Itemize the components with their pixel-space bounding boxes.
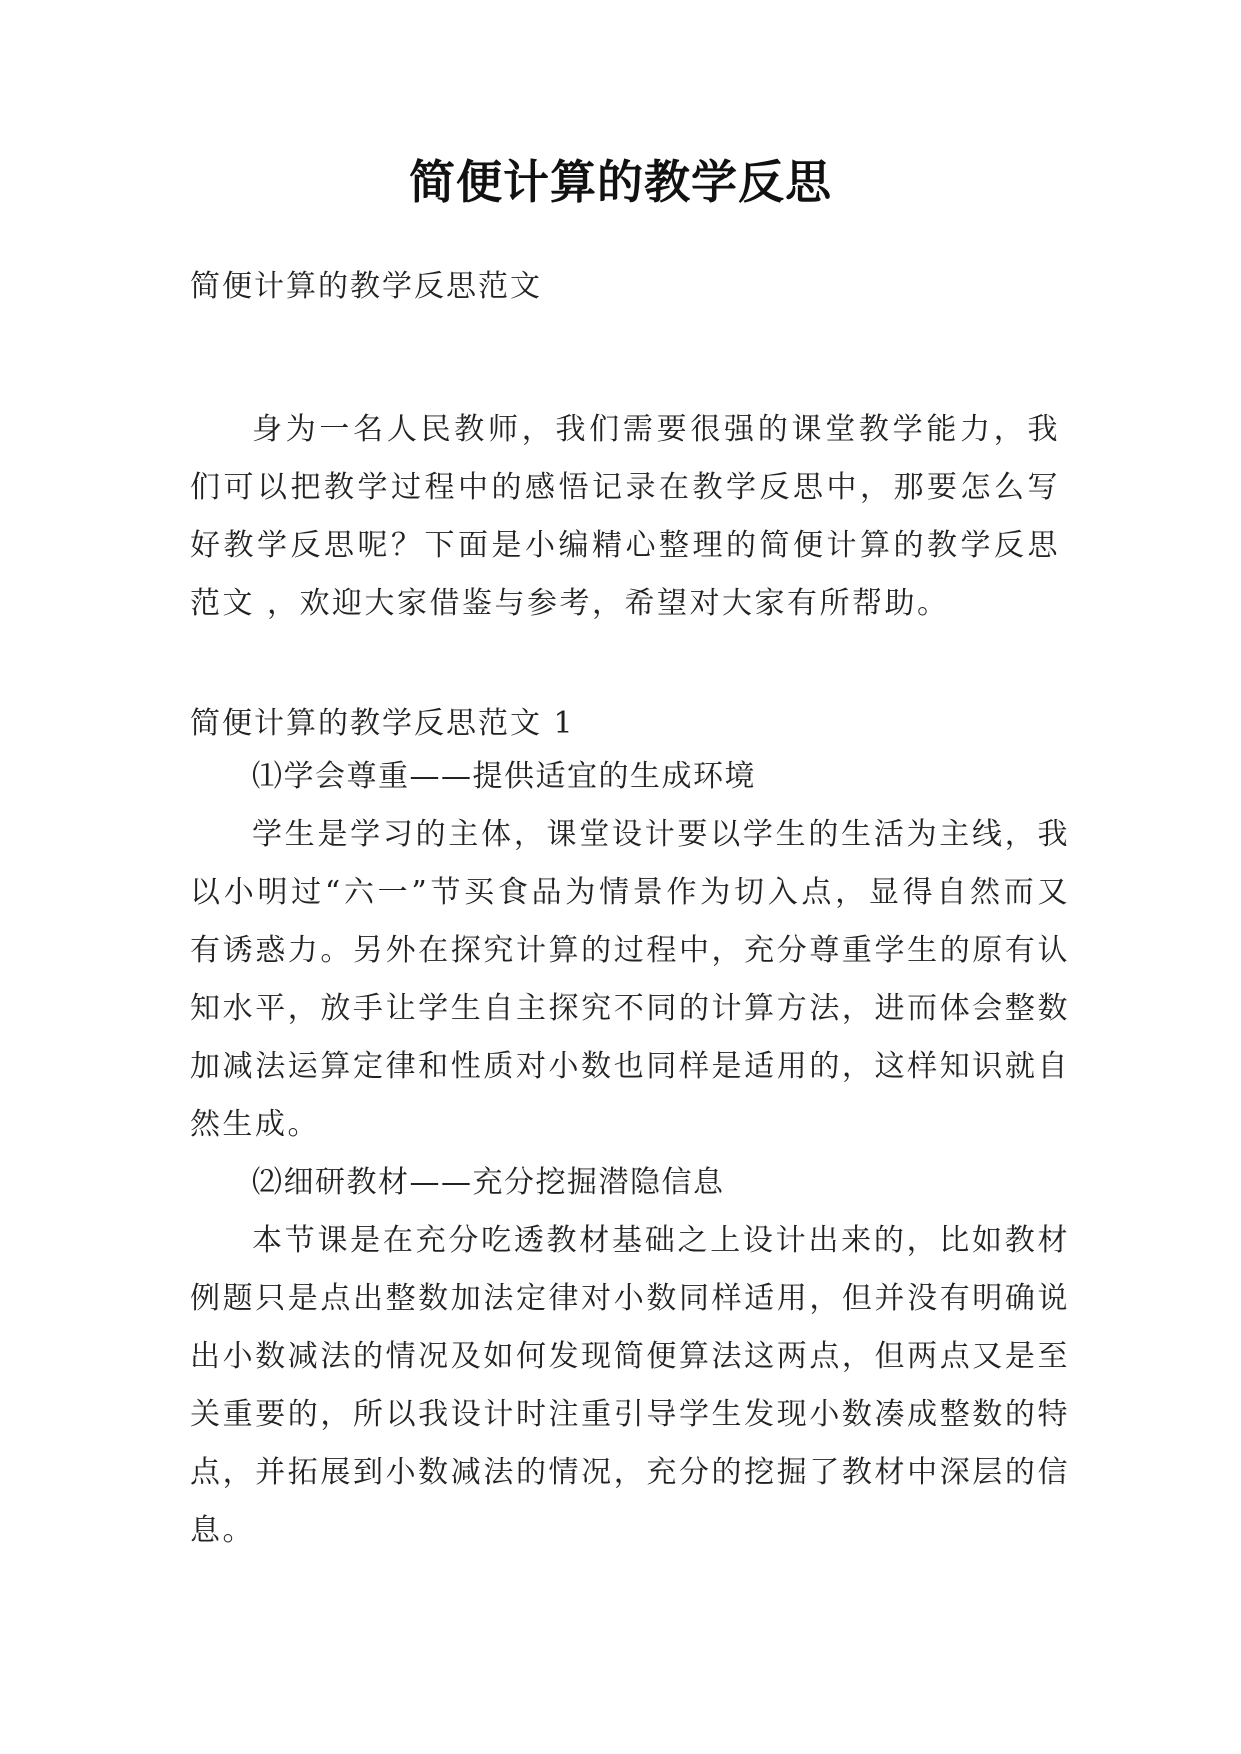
section-heading: 简便计算的教学反思范文 1 (190, 706, 575, 741)
document-subtitle: 简便计算的教学反思范文 (190, 269, 542, 304)
section-body (190, 748, 1070, 1560)
point-2-title: ⑵细研教材——充分挖掘潜隐信息 (252, 1165, 725, 1200)
intro-paragraph: 身为一名人民教师，我们需要很强的课堂教学能力，我们可以把教学过程中的感悟记录在教学反思中，那要怎么写好教学反思呢？下面是小编精心整理的简便计算的教学反思范文 ，欢迎大家借鉴与参考，希望对大家有所帮助。 (190, 412, 1060, 621)
document-title: 简便计算的教学反思 (409, 155, 832, 209)
point-2-paragraph: 本节课是在充分吃透教材基础之上设计出来的，比如教材例题只是点出整数加法定律对小数同样适用，但并没有明确说出小数减法的情况及如何发现简便算法这两点，但两点又是至关重要的，所以我设计时注重引导学生发现小数凑成整数的特点，并拓展到小数减法的情况，充分的挖掘了教材中深层的信息。 (190, 1223, 1070, 1548)
point-1-paragraph: 学生是学习的主体，课堂设计要以学生的生活为主线，我以小明过“六一”节买食品为情景作为切入点，显得自然而又有诱惑力。另外在探究计算的过程中，充分尊重学生的原有认知水平，放手让学生自主探究不同的计算方法，进而体会整数加减法运算定律和性质对小数也同样是适用的，这样知识就自然生成。 (190, 817, 1070, 1142)
point-1-title: ⑴学会尊重——提供适宜的生成环境 (252, 759, 756, 794)
